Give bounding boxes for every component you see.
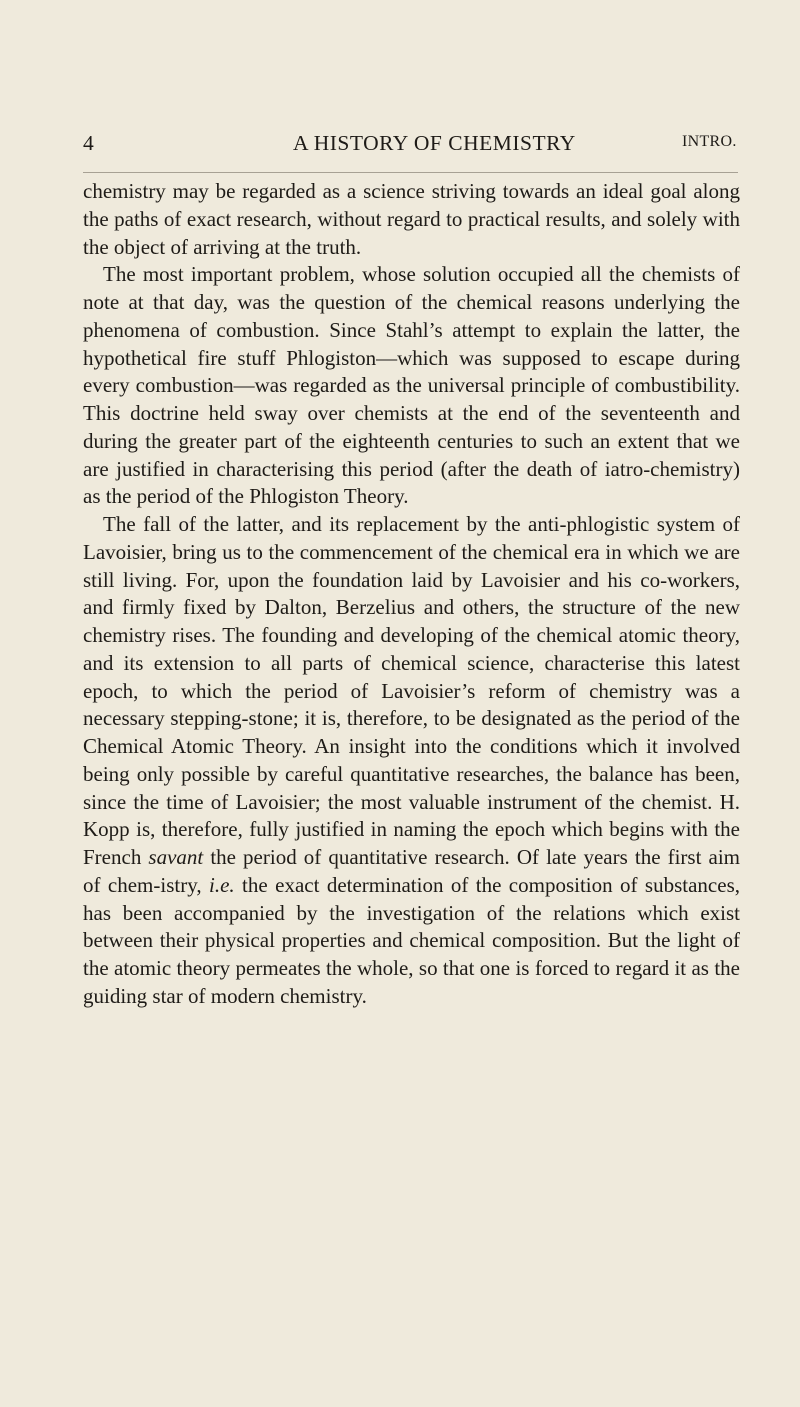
section-label: INTRO.	[682, 133, 737, 150]
book-title: A HISTORY OF CHEMISTRY	[293, 131, 576, 155]
paragraph-3-text-b: the period of quantitative research. Of late years the first aim of chem-istry,	[83, 845, 740, 897]
running-head	[0, 131, 800, 161]
paragraph-3	[83, 511, 740, 1011]
paragraph-3-text-a: The fall of the latter, and its replacement by the anti-phlogistic system of Lavoisier, bring us to the commencement of the chemical era in which we are still living. For, upon the foundation laid by Lavoisier and his co-workers, and firmly fixed by Dalton, Berzelius and others, the structure of the new chemistry rises. The founding and developing of the chemical atomic theory, and its extension to all parts of chemical science, characterise this latest epoch, to which the period of Lavoisier’s reform of chemistry was a necessary stepping-stone; it is, therefore, to be designated as the period of the Chemical Atomic Theory. An insight into the conditions which it involved being only possible by careful quantitative researches, the balance has been, since the time of Lavoisier; the most valuable instrument of the chemist. H. Kopp is, therefore, fully justified in naming the epoch which begins with the French	[83, 512, 740, 869]
paragraph-2	[83, 261, 740, 511]
body-text	[83, 178, 740, 1011]
page-number: 4	[83, 131, 95, 155]
italic-ie: i.e.	[209, 872, 235, 897]
header-rule	[83, 172, 738, 173]
paragraph-2-text: The most important problem, whose solution occupied all the chemists of note at that day, was the question of the chemical reasons underlying the phenomena of combustion. Since Stahl’s attempt to explain the latter, the hypothetical fire stuff Phlogiston—which was supposed to escape during every combustion—was regarded as the universal principle of combustibility. This doctrine held sway over chemists at the end of the seventeenth and during the greater part of the eighteenth centuries to such an extent that we are justified in characterising this period (after the death of iatro-chemistry) as the period of the Phlogiston Theory.	[83, 262, 740, 509]
italic-savant: savant	[148, 845, 204, 869]
paragraph-3-text-c: the exact determination of the composition of substances, has been accompanied by the investigation of the relations which exist between their physical properties and chemical composition. But the light of the atomic theory permeates the whole, so that one is forced to regard it as the guiding star of modern chemistry.	[83, 872, 740, 1008]
paragraph-1-text: chemistry may be regarded as a science striving towards an ideal goal along the paths of exact research, without regard to practical results, and solely with the object of arriving at the truth.	[83, 179, 740, 259]
paragraph-1	[83, 178, 740, 261]
